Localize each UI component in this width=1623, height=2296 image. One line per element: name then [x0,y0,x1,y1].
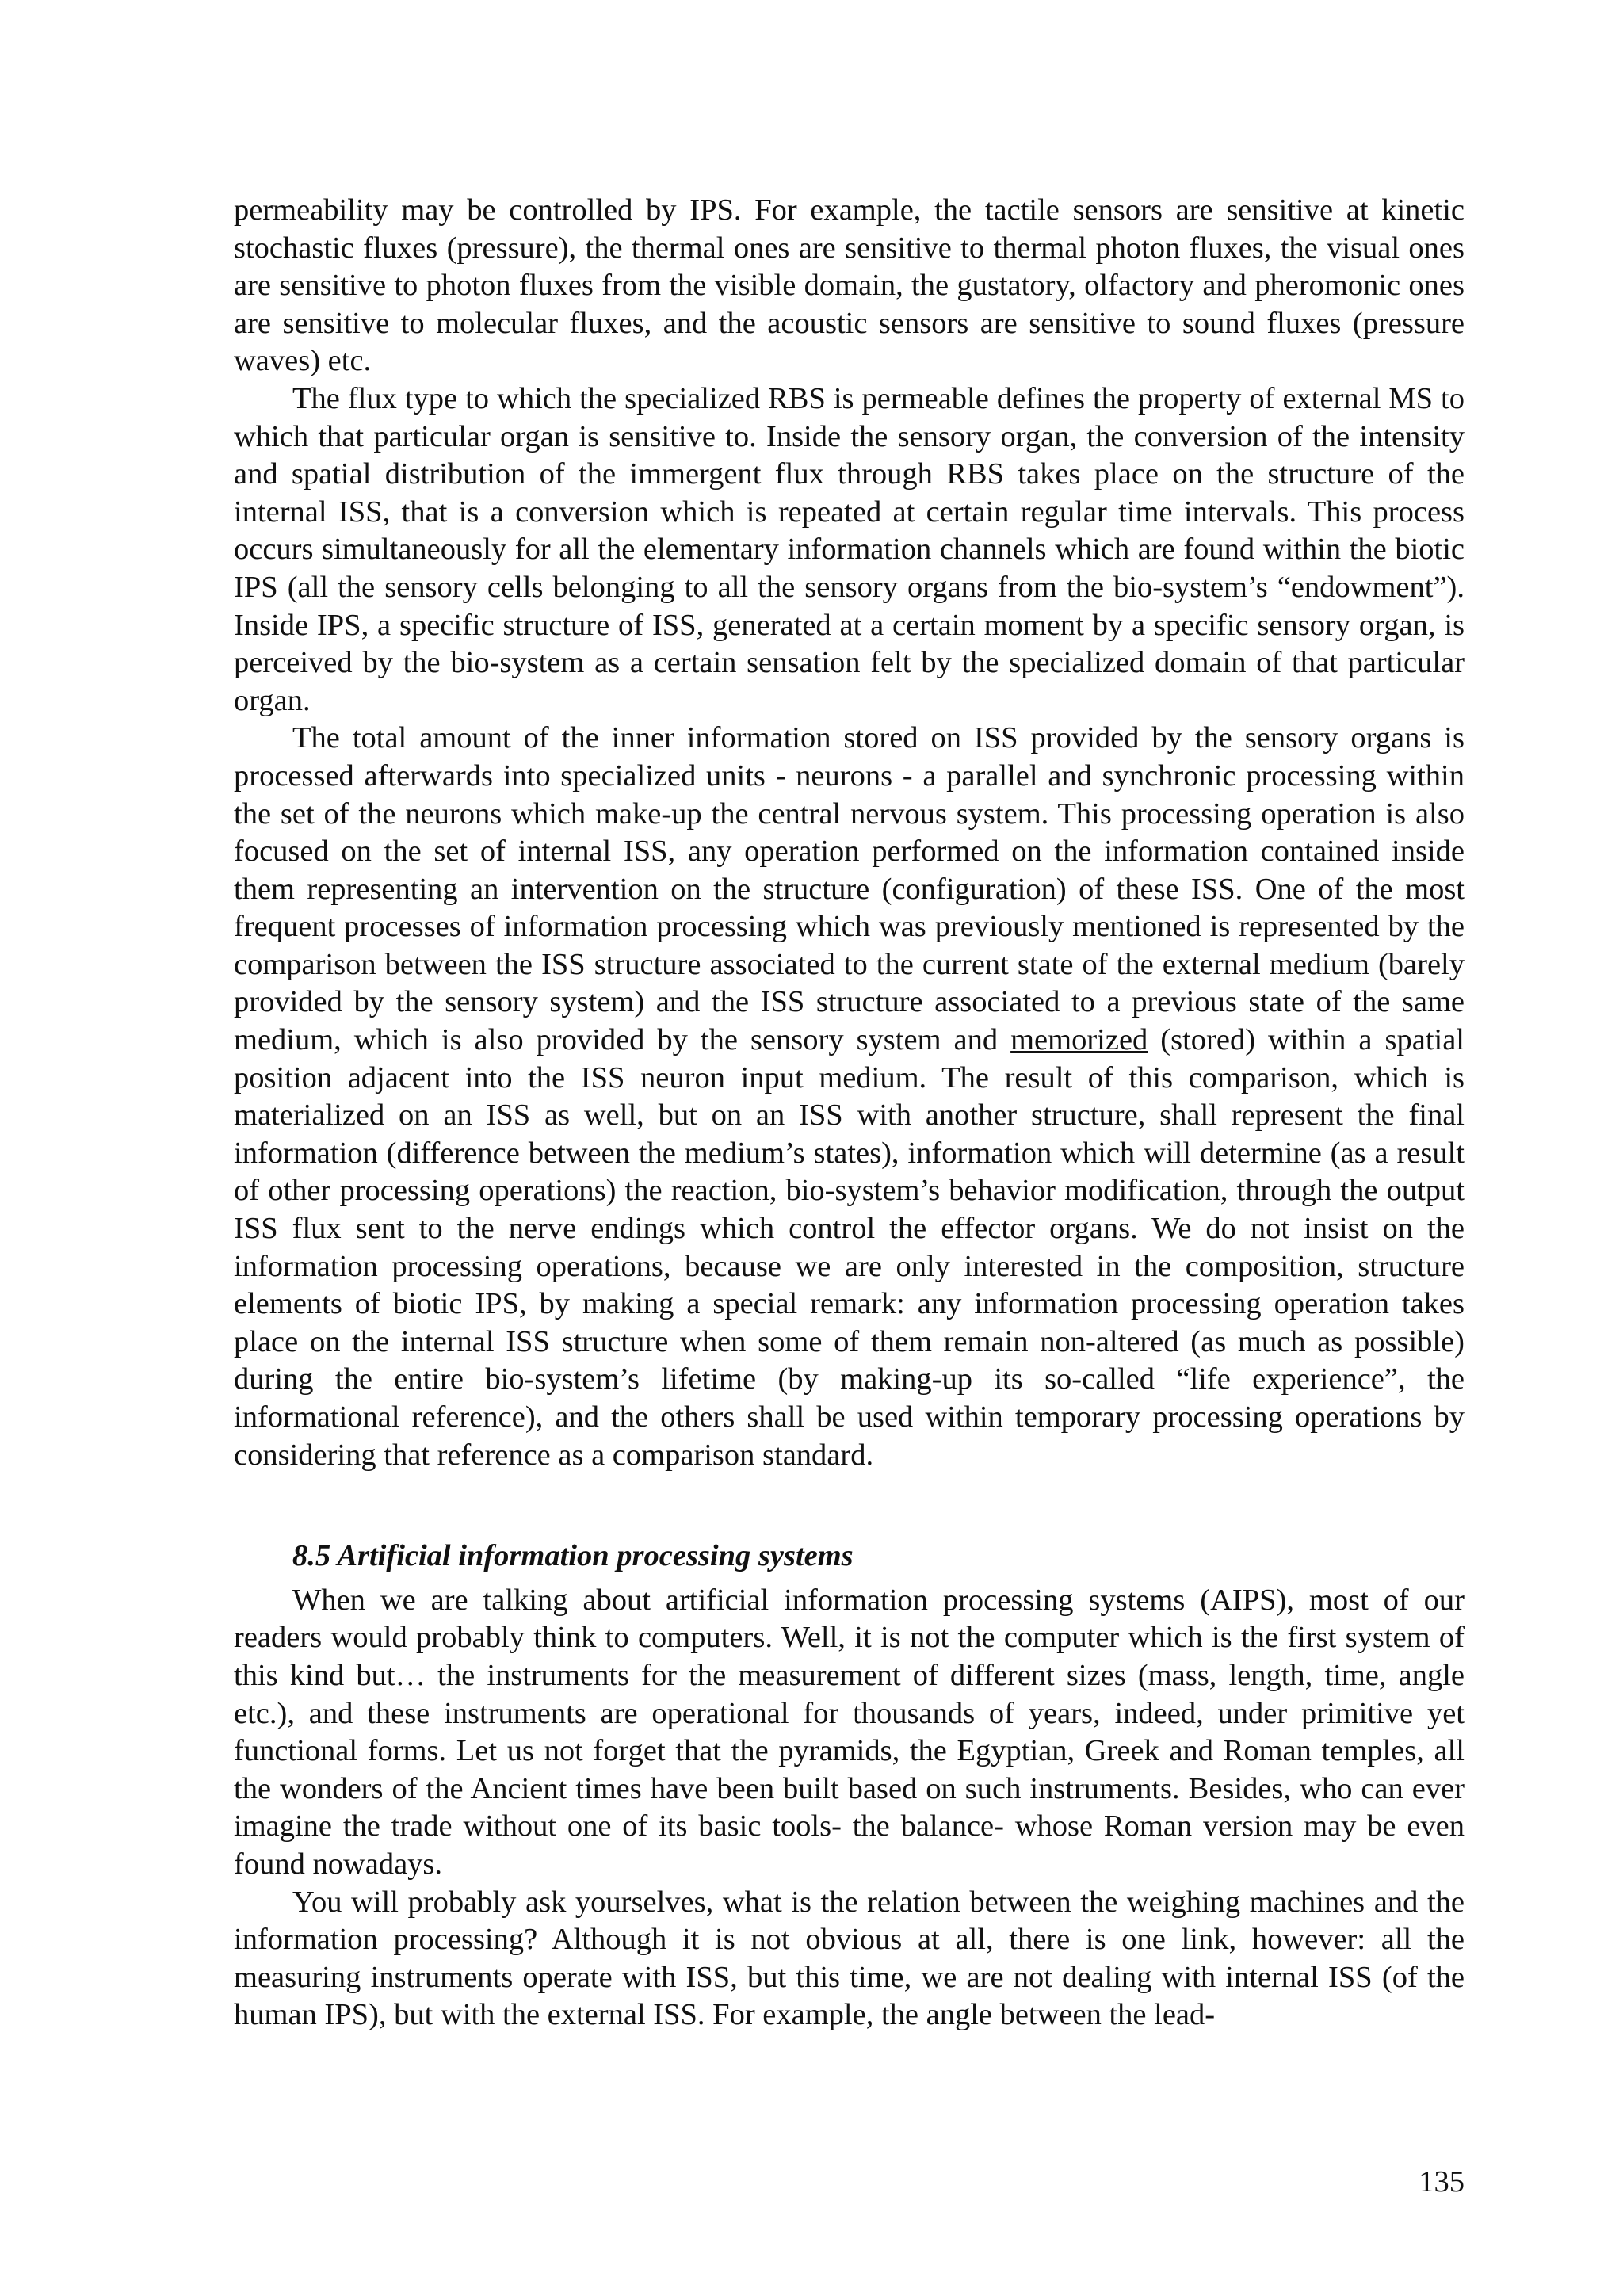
paragraph-3-part-1: The total amount of the inner information stored on ISS provided by the sensory organs is processed afterwards into specialized units - neurons - a parallel and synchronic processing within the set of the neurons which make-up the central nervous system. This processing operation is also focused on the set of internal ISS, any operation performed on the information contained inside them representing an intervention on the structure (configuration) of these ISS. One of the most frequent processes of information processing which was previously mentioned is represented by the comparison between the ISS structure associated to the current state of the external medium (barely provided by the sensory system) and the ISS structure associated to a previous state of the same medium, which is also provided by the sensory system and [234,721,1465,1057]
page-body [234,192,1465,2034]
paragraph-5: You will probably ask yourselves, what is the relation between the weighing machines and the information processing? Although it is not obvious at all, there is one link, however: all the measuring instruments operate with ISS, but this time, we are not dealing with internal ISS (of the human IPS), but with the external ISS. For example, the angle between the lead- [234,1885,1465,2032]
paragraph-2: The flux type to which the specialized RBS is permeable defines the property of external MS to which that particular organ is sensitive to. Inside the sensory organ, the conversion of the intensity and spatial distribution of the immergent flux through RBS takes place on the structure of the internal ISS, that is a conversion which is repeated at certain regular time intervals. This process occurs simultaneously for all the elementary information channels which are found within the biotic IPS (all the sensory cells belonging to all the sensory organs from the bio-system’s “endowment”). Inside IPS, a specific structure of ISS, generated at a certain moment by a specific sensory organ, is perceived by the bio-system as a certain sensation felt by the specialized domain of that particular organ. [234,381,1465,717]
paragraph-3-part-2: (stored) within a spatial position adjacent into the ISS neuron input medium. The result of this comparison, which is materialized on an ISS as well, but on an ISS with another structure, shall represent the final information (difference between the medium’s states), information which will determine (as a result of other processing operations) the reaction, bio-system’s behavior modification, through the output ISS flux sent to the nerve endings which control the effector organs. We do not insist on the information processing operations, because we are only interested in the composition, structure elements of biotic IPS, by making a special remark: any information processing operation takes place on the internal ISS structure when some of them remain non-altered (as much as possible) during the entire bio-system’s lifetime (by making-up its so-called “life experience”, the informational reference), and the others shall be used within temporary processing operations by considering that reference as a comparison standard. [234,1023,1465,1472]
paragraph-3 [234,720,1465,1474]
section-heading: 8.5 Artificial information processing systems [292,1539,854,1573]
underlined-word: memorized [1010,1023,1148,1057]
page-number: 135 [1419,2165,1465,2199]
paragraph-4: When we are talking about artificial information processing systems (AIPS), most of our readers would probably think to computers. Well, it is not the computer which is the first system of this kind but… the instruments for the measurement of different sizes (mass, length, time, angle etc.), and these instruments are operational for thousands of years, indeed, under primitive yet functional forms. Let us not forget that the pyramids, the Egyptian, Greek and Roman temples, all the wonders of the Ancient times have been built based on such instruments. Besides, who can ever imagine the trade without one of its basic tools- the balance- whose Roman version may be even found nowadays. [234,1583,1465,1881]
paragraph-1: permeability may be controlled by IPS. For example, the tactile sensors are sensitive at kinetic stochastic fluxes (pressure), the thermal ones are sensitive to thermal photon fluxes, the visual ones are sensitive to photon fluxes from the visible domain, the gustatory, olfactory and pheromonic ones are sensitive to molecular fluxes, and the acoustic sensors are sensitive to sound fluxes (pressure waves) etc. [234,193,1465,378]
